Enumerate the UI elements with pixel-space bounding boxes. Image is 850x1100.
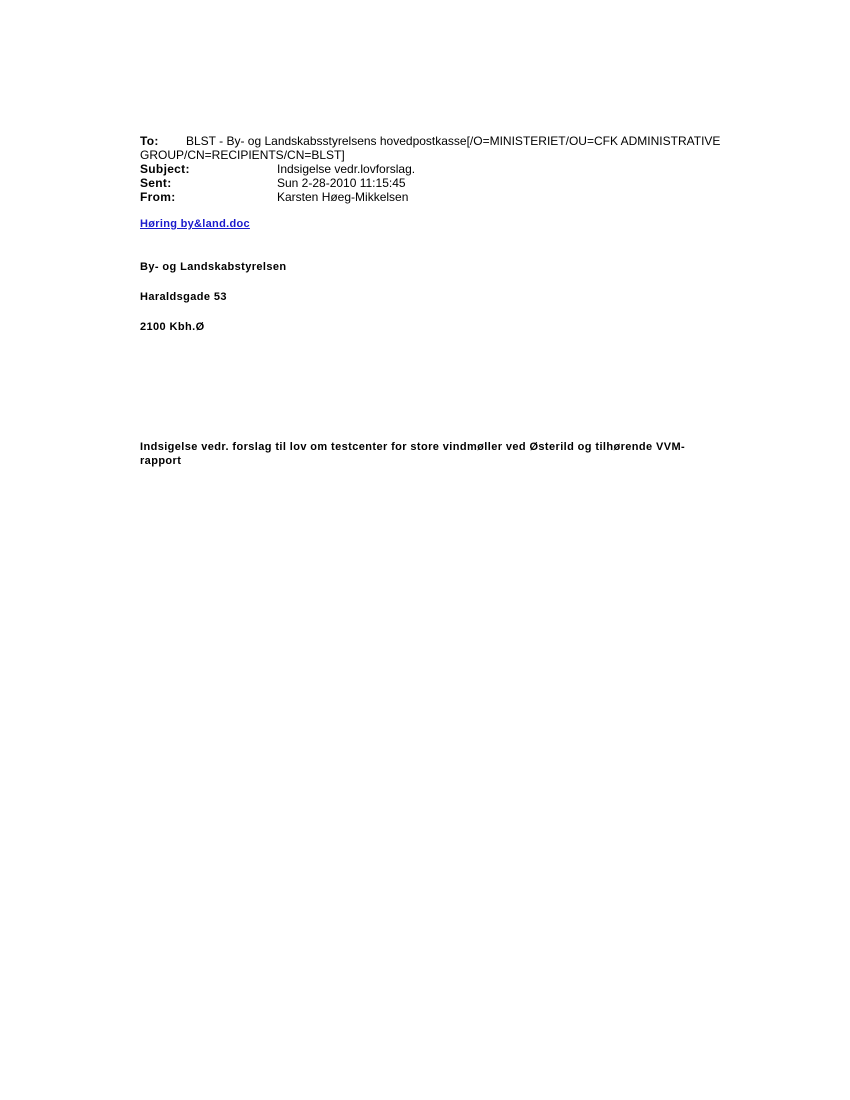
subject-label: Subject: bbox=[140, 162, 190, 176]
recipient-street: Haraldsgade 53 bbox=[140, 291, 227, 303]
sent-row bbox=[140, 176, 740, 190]
recipient-city: 2100 Kbh.Ø bbox=[140, 321, 205, 333]
subject-value: Indsigelse vedr.lovforslag. bbox=[277, 162, 416, 176]
from-label: From: bbox=[140, 190, 176, 204]
recipient-name: By- og Landskabstyrelsen bbox=[140, 261, 287, 273]
attachment-link[interactable]: Høring by&land.doc bbox=[140, 218, 250, 230]
subject-row bbox=[140, 162, 740, 176]
sent-label: Sent: bbox=[140, 176, 172, 190]
from-value: Karsten Høeg-Mikkelsen bbox=[277, 190, 409, 204]
to-line bbox=[140, 134, 740, 162]
from-row bbox=[140, 190, 740, 204]
sent-value: Sun 2-28-2010 11:15:45 bbox=[277, 176, 406, 190]
email-header bbox=[140, 134, 740, 204]
letter-title: Indsigelse vedr. forslag til lov om testcenter for store vindmøller ved Østerild og tilhørende VVM-rapport bbox=[140, 441, 686, 467]
to-label: To: bbox=[140, 134, 159, 148]
to-value: BLST - By- og Landskabsstyrelsens hovedpostkasse[/O=MINISTERIET/OU=CFK ADMINISTRATIVE GROUP/CN=RECIPIENTS/CN=BLST] bbox=[140, 134, 721, 162]
